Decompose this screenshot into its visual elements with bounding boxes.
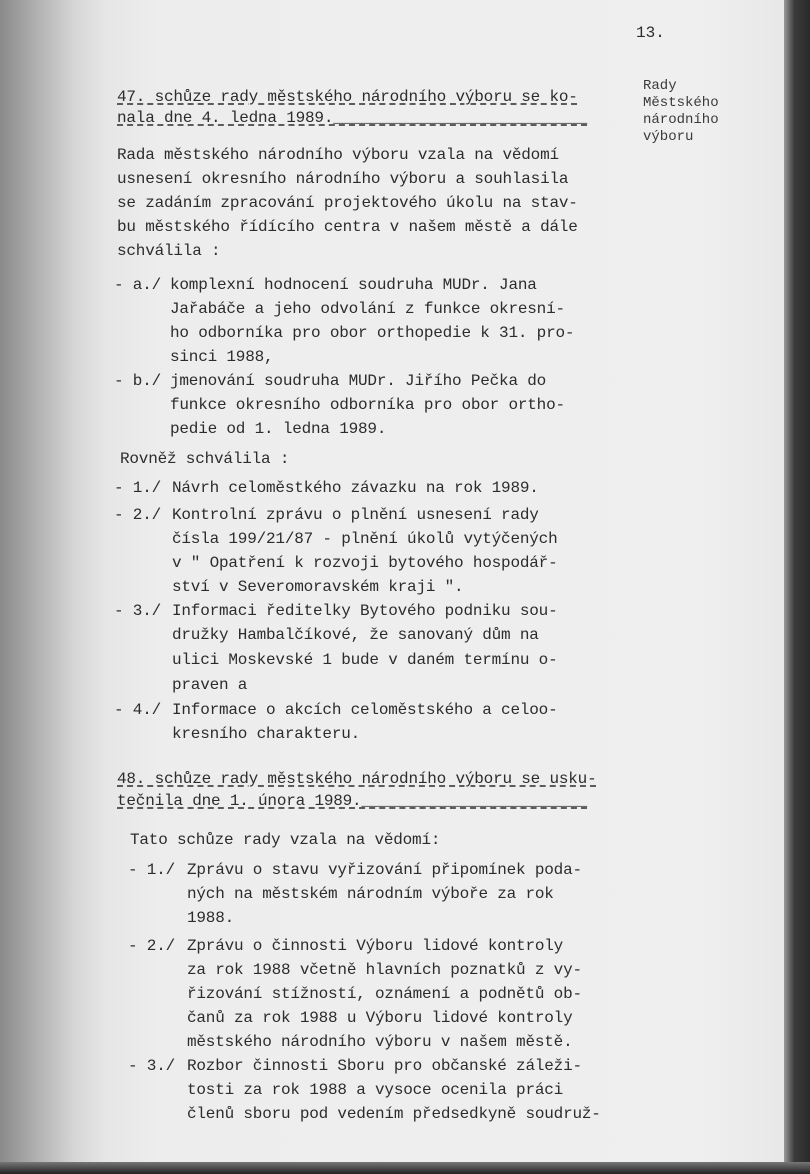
list-label: - 4./ [114, 701, 162, 719]
list-item-line: členů sboru pod vedením předsedkyně soudruž- [187, 1105, 601, 1123]
page-number: 13. [636, 24, 665, 42]
paragraph-line: Rada městského národního výboru vzala na vědomí [117, 146, 559, 164]
list-label: - 3./ [128, 1057, 176, 1075]
list-item-line: komplexní hodnocení soudruha MUDr. Jana [170, 276, 537, 294]
list-item-line: Návrh celoměstkého závazku na rok 1989. [172, 479, 539, 497]
list-item-line: čanů za rok 1988 u Výboru lidové kontroly [187, 1009, 573, 1027]
list-item-line: čísla 199/21/87 - plnění úkolů vytýčených [172, 530, 558, 548]
section-heading: nala dne 4. ledna 1989.___________________________ [117, 109, 588, 127]
list-item-line: Zprávu o stavu vyřizování připomínek poda- [187, 861, 582, 879]
margin-note-line: Městského [643, 95, 719, 111]
section-heading: tečnila dne 1. února 1989.________________________ [117, 792, 588, 810]
scan-edge-bottom [0, 1162, 810, 1174]
list-label: - 2./ [114, 506, 162, 524]
paragraph-line: schválila : [117, 242, 221, 260]
list-item-line: ství v Severomoravském kraji ". [172, 578, 464, 596]
list-item-line: kresního charakteru. [172, 725, 361, 743]
list-item-line: ných na městském národním výboře za rok [187, 885, 554, 903]
list-item-line: Zprávu o činnosti Výboru lidové kontroly [187, 937, 564, 955]
list-item-line: Rozbor činnosti Sboru pro občanské záleži- [187, 1057, 582, 1075]
list-item-line: v " Opatření k rozvoji bytového hospodář- [172, 554, 558, 572]
list-item-line: funkce okresního odborníka pro obor ortho- [170, 396, 565, 414]
list-item-line: družky Hambalčíkové, že sanovaný dům na [172, 626, 539, 644]
list-item-line: jmenování soudruha MUDr. Jiřího Pečka do [170, 372, 547, 390]
list-item-line: za rok 1988 včetně hlavních poznatků z vy- [187, 961, 582, 979]
paragraph-line: Rovněž schválila : [120, 450, 290, 468]
list-label: - 1./ [114, 479, 162, 497]
margin-note-line: národního [643, 112, 719, 128]
list-item-line: pedie od 1. ledna 1989. [170, 420, 387, 438]
list-item-line: ulici Moskevské 1 bude v daném termínu o- [172, 651, 558, 669]
paragraph-line: se zadáním zpracování projektového úkolu na stav- [117, 194, 578, 212]
list-item-line: tosti za rok 1988 a vysoce ocenila práci [187, 1081, 564, 1099]
list-item-line: Informace o akcích celoměstského a celoo- [172, 701, 558, 719]
list-item-line: řizování stížností, oznámení a podnětů ob- [187, 985, 582, 1003]
list-item-line: Kontrolní zprávu o plnění usnesení rady [172, 506, 539, 524]
section-heading: 47. schůze rady městského národního výboru se ko- [117, 88, 578, 106]
list-label: - 3./ [114, 602, 162, 620]
paragraph-line: usnesení okresního národního výboru a souhlasila [117, 170, 569, 188]
list-item-line: praven a [172, 676, 248, 694]
list-label: - 1./ [128, 861, 176, 879]
list-label: - a./ [114, 276, 162, 294]
paragraph-line: bu městského řídícího centra v našem městě a dále [117, 218, 578, 236]
list-item-line: Jařabáče a jeho odvolání z funkce okresní- [170, 300, 565, 318]
scan-edge-right [784, 0, 810, 1174]
list-item-line: Informaci ředitelky Bytového podniku sou- [172, 602, 558, 620]
list-item-line: 1988. [187, 909, 235, 927]
paragraph-line: Tato schůze rady vzala na vědomí: [130, 831, 441, 849]
margin-note-line: výboru [643, 129, 694, 145]
list-item-line: sinci 1988, [170, 348, 274, 366]
list-item-line: městského národního výboru v našem městě. [187, 1033, 573, 1051]
margin-note-line: Rady [643, 78, 677, 94]
list-label: - 2./ [128, 937, 176, 955]
list-label: - b./ [114, 372, 162, 390]
list-item-line: ho odborníka pro obor orthopedie k 31. pro- [170, 324, 575, 342]
section-heading: 48. schůze rady městského národního výboru se usku- [117, 770, 597, 788]
